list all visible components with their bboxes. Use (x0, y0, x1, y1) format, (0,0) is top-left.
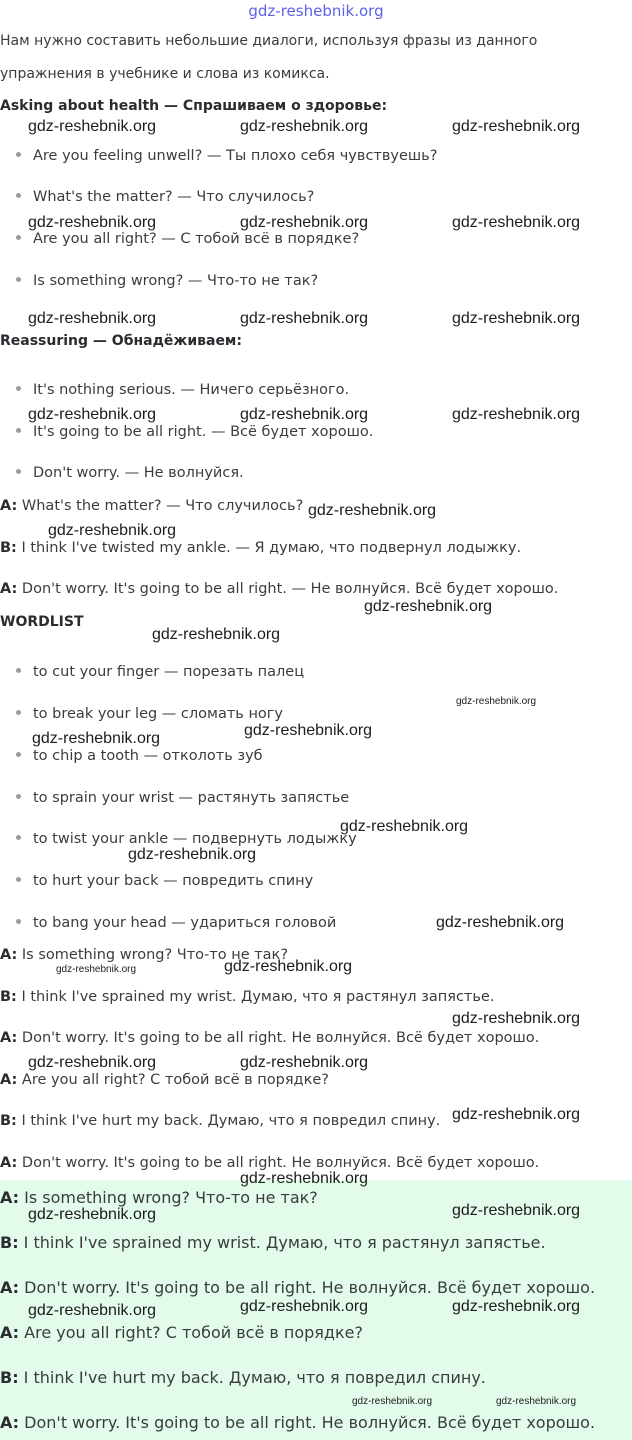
bullet-icon (16, 386, 21, 391)
dialog-line: A: Is something wrong? Что-то не так? (0, 1188, 318, 1207)
dialog-line: B: I think I've hurt my back. Думаю, что я повредил спину. (0, 1113, 441, 1129)
dialog-line: B: I think I've sprained my wrist. Думаю, что я растянул запястье. (0, 1233, 546, 1252)
watermark: gdz-reshebnik.org (240, 1170, 369, 1187)
watermark: gdz-reshebnik.org (452, 1298, 581, 1315)
watermark: gdz-reshebnik.org (28, 214, 157, 231)
watermark: gdz-reshebnik.org (240, 406, 369, 423)
watermark: gdz-reshebnik.org (496, 1396, 577, 1407)
section-heading-asking: Asking about health — Спрашиваем о здоровье: (0, 98, 388, 114)
list-item: to chip a tooth — отколоть зуб (16, 748, 263, 764)
dialog-line: A: Is something wrong? Что-то не так? (0, 947, 289, 963)
bullet-icon (16, 469, 21, 474)
watermark: gdz-reshebnik.org (224, 958, 353, 975)
watermark: gdz-reshebnik.org (28, 1206, 157, 1223)
watermark: gdz-reshebnik.org (456, 696, 537, 707)
dialog-line: A: Don't worry. It's going to be all right. Не волнуйся. Всё будет хорошо. (0, 1155, 540, 1171)
list-item: Is something wrong? — Что-то не так? (16, 273, 318, 289)
watermark: gdz-reshebnik.org (452, 214, 581, 231)
watermark: gdz-reshebnik.org (240, 118, 369, 135)
list-item: Don't worry. — Не волнуйся. (16, 465, 244, 481)
dialog-line: A: Don't worry. It's going to be all right. Не волнуйся. Всё будет хорошо. (0, 1413, 596, 1432)
watermark: gdz-reshebnik.org (452, 1010, 581, 1027)
watermark: gdz-reshebnik.org (452, 1106, 581, 1123)
bullet-icon (16, 710, 21, 715)
dialog-line: A: Don't worry. It's going to be all right. Не волнуйся. Всё будет хорошо. (0, 1030, 540, 1046)
watermark: gdz-reshebnik.org (28, 118, 157, 135)
list-item: Are you all right? — С тобой всё в порядке? (16, 231, 359, 247)
dialog-line: A: Don't worry. It's going to be all right. — Не волнуйся. Всё будет хорошо. (0, 581, 559, 597)
intro-line-2: упражнения в учебнике и слова из комикса. (0, 66, 330, 82)
dialog-line: B: I think I've twisted my ankle. — Я думаю, что подвернул лодыжку. (0, 540, 522, 556)
watermark: gdz-reshebnik.org (452, 1202, 581, 1219)
watermark: gdz-reshebnik.org (308, 502, 437, 519)
watermark: gdz-reshebnik.org (240, 1054, 369, 1071)
dialog-line: A: Are you all right? С тобой всё в порядке? (0, 1072, 329, 1088)
list-item: to hurt your back — повредить спину (16, 873, 313, 889)
list-item: to bang your head — удариться головой (16, 915, 336, 931)
bullet-icon (16, 277, 21, 282)
list-item: to twist your ankle — подвернуть лодыжку (16, 831, 357, 847)
bullet-icon (16, 428, 21, 433)
dialog-line: A: Don't worry. It's going to be all right. Не волнуйся. Всё будет хорошо. (0, 1278, 596, 1297)
watermark: gdz-reshebnik.org (28, 1302, 157, 1319)
bullet-icon (16, 193, 21, 198)
bullet-icon (16, 919, 21, 924)
bullet-icon (16, 152, 21, 157)
watermark: gdz-reshebnik.org (452, 406, 581, 423)
watermark: gdz-reshebnik.org (28, 1054, 157, 1071)
dialog-line: B: I think I've hurt my back. Думаю, что я повредил спину. (0, 1368, 486, 1387)
list-item: What's the matter? — Что случилось? (16, 189, 314, 205)
bullet-icon (16, 794, 21, 799)
watermark: gdz-reshebnik.org (28, 310, 157, 327)
watermark: gdz-reshebnik.org (452, 310, 581, 327)
watermark: gdz-reshebnik.org (240, 1298, 369, 1315)
list-item: Are you feeling unwell? — Ты плохо себя чувствуешь? (16, 148, 437, 164)
dialog-line: A: What's the matter? — Что случилось? (0, 498, 304, 514)
list-item: It's nothing serious. — Ничего серьёзного. (16, 382, 349, 398)
list-item: It's going to be all right. — Всё будет хорошо. (16, 424, 373, 440)
list-item: to sprain your wrist — растянуть запястье (16, 790, 349, 806)
list-item: to cut your finger — порезать палец (16, 664, 304, 680)
watermark: gdz-reshebnik.org (352, 1396, 433, 1407)
bullet-icon (16, 235, 21, 240)
watermark: gdz-reshebnik.org (240, 214, 369, 231)
watermark: gdz-reshebnik.org (364, 598, 493, 615)
site-title-link[interactable]: gdz-reshebnik.org (248, 2, 384, 20)
intro-line-1: Нам нужно составить небольшие диалоги, используя фразы из данного (0, 33, 538, 49)
watermark: gdz-reshebnik.org (452, 118, 581, 135)
bullet-icon (16, 835, 21, 840)
dialog-line: B: I think I've sprained my wrist. Думаю, что я растянул запястье. (0, 989, 495, 1005)
watermark: gdz-reshebnik.org (340, 818, 469, 835)
watermark: gdz-reshebnik.org (152, 626, 281, 643)
watermark: gdz-reshebnik.org (48, 522, 177, 539)
watermark: gdz-reshebnik.org (28, 406, 157, 423)
list-item: to break your leg — сломать ногу (16, 706, 283, 722)
section-heading-reassuring: Reassuring — Обнадёживаем: (0, 333, 242, 349)
bullet-icon (16, 752, 21, 757)
watermark: gdz-reshebnik.org (240, 310, 369, 327)
bullet-icon (16, 668, 21, 673)
bullet-icon (16, 877, 21, 882)
watermark: gdz-reshebnik.org (32, 730, 161, 747)
wordlist-heading: WORDLIST (0, 614, 84, 630)
watermark: gdz-reshebnik.org (436, 914, 565, 931)
watermark: gdz-reshebnik.org (128, 846, 257, 863)
dialog-line: A: Are you all right? С тобой всё в порядке? (0, 1323, 363, 1342)
watermark: gdz-reshebnik.org (244, 722, 373, 739)
watermark: gdz-reshebnik.org (56, 964, 137, 975)
